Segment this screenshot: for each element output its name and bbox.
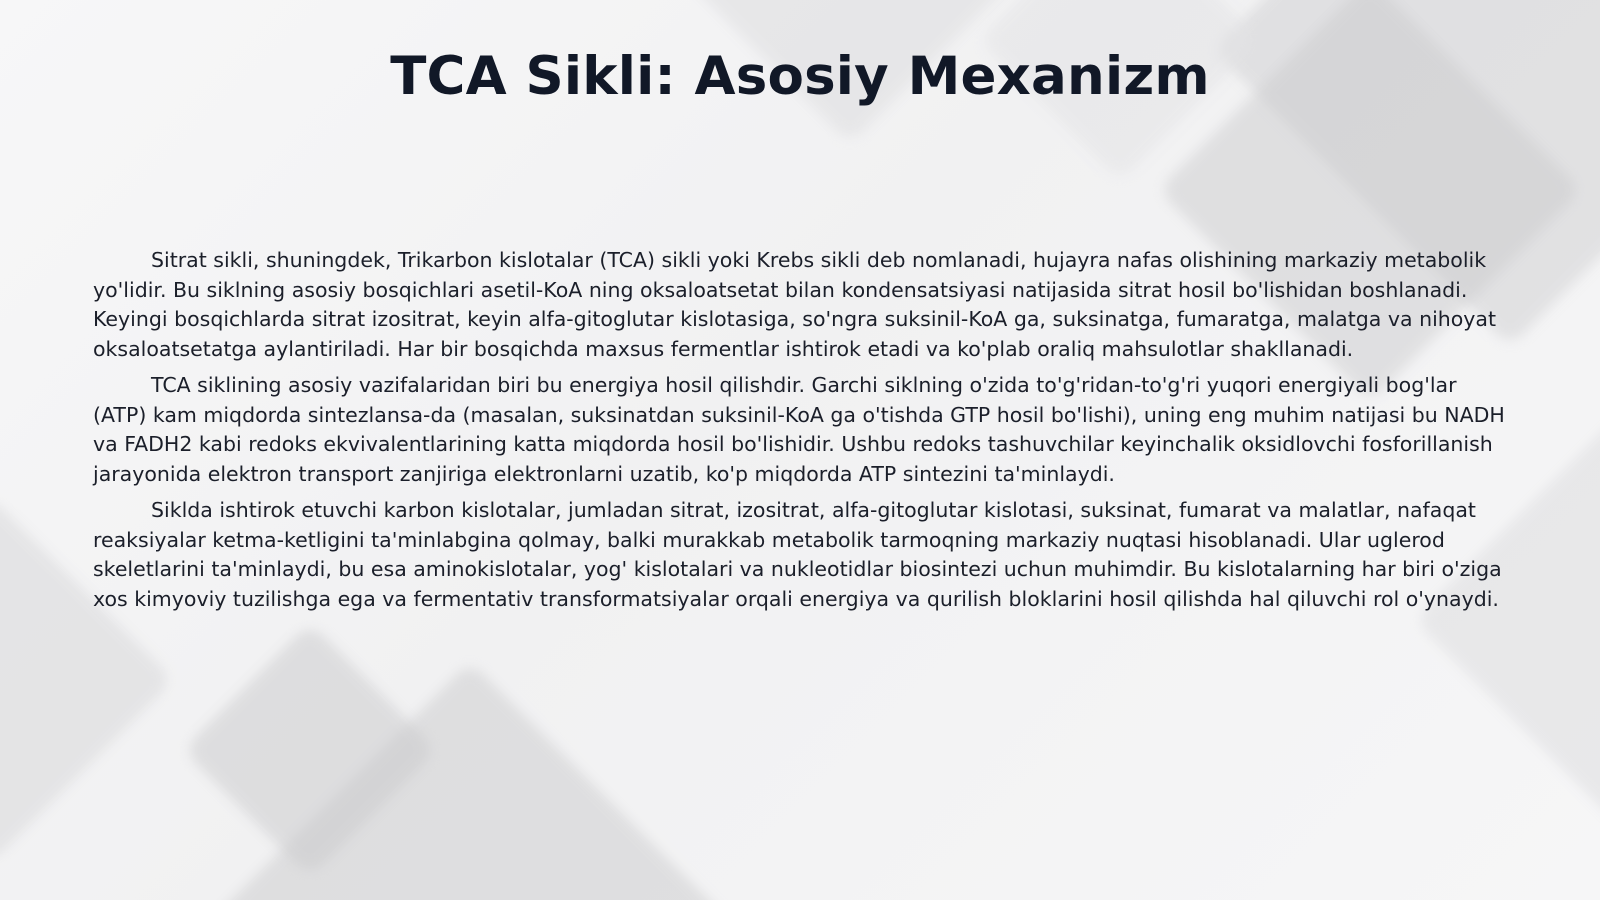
paragraph-carbon-acids: Siklda ishtirok etuvchi karbon kislotalar, jumladan sitrat, izositrat, alfa-gitoglutar kislotasi, suksinat, fumarat va malatlar, nafaqat reaksiyalar ketma-ketligini ta'minlabgina qolmay, balki murakkab metabolik tarmoqning markaziy nuqtasi hisoblanadi. Ular uglerod skeletlarini ta'minlaydi, bu esa aminokislotalar, yog' kislotalari va nukleotidlar biosintezi uchun muhimdir. Bu kislotalarning har biri o'ziga xos kimyoviy tuzilishga ega va fermentativ transformatsiyalar orqali energiya va qurilish bloklarini hosil qilishda hal qiluvchi rol o'ynaydi. (93, 498, 1502, 611)
paragraph-overview: Sitrat sikli, shuningdek, Trikarbon kislotalar (TCA) sikli yoki Krebs sikli deb nomlanadi, hujayra nafas olishining markaziy metabolik yo'lidir. Bu siklning asosiy bosqichlari asetil-KoA ning oksaloatsetat bilan kondensatsiyasi natijasida sitrat hosil bo'lishidan boshlanadi. Keyingi bosqichlarda sitrat izositrat, keyin alfa-gitoglutar kislotasiga, so'ngra suksinil-KoA ga, suksinatga, fumaratga, malatga va nihoyat oksaloatsetatga aylantiriladi. Har bir bosqichda maxsus fermentlar ishtirok etadi va ko'plab oraliq mahsulotlar shakllanadi. (93, 248, 1497, 361)
slide-body (93, 246, 1513, 621)
slide-title: TCA Sikli: Asosiy Mexanizm (390, 46, 1210, 107)
paragraph-energy: TCA siklining asosiy vazifalaridan biri bu energiya hosil qilishdir. Garchi siklning o'zida to'g'ridan-to'g'ri yuqori energiyali bog'lar (ATP) kam miqdorda sintezlansa-da (masalan, suksinatdan suksinil-KoA ga o'tishda GTP hosil bo'lishi), uning eng muhim natijasi bu NADH va FADH2 kabi redoks ekvivalentlarining katta miqdorda hosil bo'lishidir. Ushbu redoks tashuvchilar keyinchalik oksidlovchi fosforillanish jarayonida elektron transport zanjiriga elektronlarni uzatib, ko'p miqdorda ATP sintezini ta'minlaydi. (93, 373, 1505, 486)
